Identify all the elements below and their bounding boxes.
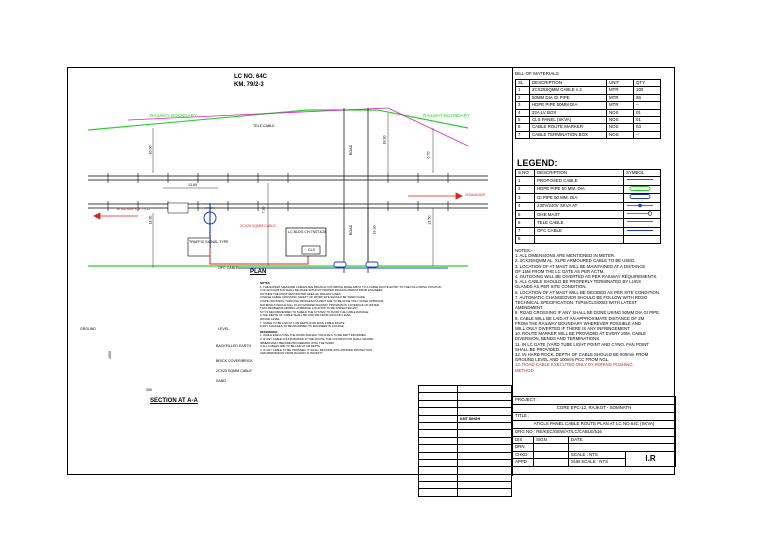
bom-cell: 50MM DIA GI PIPE — [530, 94, 607, 101]
drn-label: DRN — [513, 444, 534, 451]
railway-boundary-right: RAILWAY BOUNDARY — [423, 113, 470, 118]
note-line: 9. CABLE WILL BE LAID AT AN APPROXIMATE DISTANCE OF 2M — [515, 315, 645, 321]
legend-header: S.NO — [516, 170, 535, 177]
bom-cell: MTR — [607, 94, 634, 101]
note-line: 10. ROUTE MARKER WILL BE PROVIDED AT EVERY 20M, CABLE — [515, 331, 647, 337]
note-line-red: METHOD — [515, 367, 534, 373]
note-line: 11. IN LC GATE (YARD TUBE LIGHT POINT AND CYNO. FAN POINT — [515, 341, 649, 347]
note-line: DIVERSION, BENDS AND TERMINATIONS. — [515, 336, 601, 342]
bom-table — [515, 79, 661, 139]
bom-cell: 01 — [634, 109, 661, 116]
center-note-line: OUTSIDE THE MOST RESTRICTED AREA OF RAILWAY LINES — [260, 291, 341, 296]
notes-block — [515, 248, 660, 373]
bom-cell: CABLE ROUTE MARKER — [530, 124, 607, 131]
bom-cell: CLS PANEL (SKVA) — [530, 117, 607, 124]
dim-label: 11.30 — [148, 215, 153, 225]
bom-cell: 5 — [516, 117, 530, 124]
section-cable-label: 2CX25 SQMM CABLE — [216, 369, 252, 373]
bom-cell: -- — [634, 131, 661, 138]
dim-label: 7.30 — [261, 206, 266, 214]
note-line: 4. OUTGOING WILL BE DIVERTED AS PER RAILWAY REQUIREMENTS. — [515, 274, 658, 280]
sign-label: SIGN — [534, 437, 569, 444]
dim-label: 6.70 — [426, 151, 431, 159]
revision-table — [418, 385, 512, 497]
bom-header: SL — [516, 80, 530, 87]
center-note-line: MATERIALS WHICH FALL IN AUTHORIZED RAILWAY PROGRAM IN COVERAGE OF WATER — [260, 302, 379, 307]
section-title: SECTION AT A-A — [150, 398, 198, 404]
note-line: 5. ALL CABLE SHOULD BE PROPERLY TERMINATED BY LUGS — [515, 279, 642, 285]
company-name: KMT SINGH — [458, 415, 512, 422]
dim-label: 10.00 — [148, 145, 153, 155]
note-line: 6. LOCATION OF AT MAST WILL BE DECIDED AS PER SITE CONDITION. — [515, 289, 661, 295]
bom-cell: NOS — [607, 131, 634, 138]
legend-symbol-red-line — [624, 177, 661, 185]
note-line: 12. IN HARD ROCK, DEPTH OF CABLE SHOULD BE 500mm FROM — [515, 352, 649, 358]
bom-cell: HDPE PIPE 50MM DIA — [530, 102, 607, 109]
bom-header: DESCRIPTION — [530, 80, 607, 87]
center-note-line: 3.WHILE CABLE CROSSING SAFETY OF WORK SITE SHOULD BE TAKEN CARE — [260, 295, 365, 300]
plan-title: PLAN — [250, 269, 267, 275]
km-label: KM. 79/2-3 — [234, 82, 264, 88]
bom-cell: 7 — [516, 131, 530, 138]
note-line: GLANDS AS PER SITE CONDITION. — [515, 284, 587, 290]
legend-no: 2 — [516, 185, 535, 193]
bom-cell: 2CX25SQMM CABLE x 2 — [530, 87, 607, 94]
section-depth: 1000 — [108, 351, 112, 359]
legend-no: 3 — [516, 194, 535, 202]
center-note-line: 3.ALL CABLES ARE TO BE LAID AT 1M DEPTH — [260, 344, 321, 349]
center-note-line: 1. THE EXPERT MEASURE CABLES ARE BRANCH OUT/ABOVE PANELS/BOX TO A CABLE ROUTE ENTRY TO THE FOLLOWING POSITION — [260, 284, 442, 289]
legend-symbol-blue-line — [624, 227, 661, 235]
project-name: CORE EPC-12, RAJKOT - SOMNATH — [556, 405, 632, 411]
note-line: WILL ONLY DIVERTED IF THERE IS ANY INFRINGEMENT — [515, 326, 630, 332]
ofc-cable-label: OFC CABLE — [218, 266, 239, 270]
bom-title: BILL OF MATERIALS — [515, 71, 559, 76]
note-line: TECHNICAL SPECIFICATION: TI/PSI/CLS/0003 WITH LATEST — [515, 300, 637, 306]
dim-label: 21.50 — [427, 215, 432, 225]
legend-no: 1 — [516, 177, 535, 185]
legend-desc: OFC CABLE — [535, 227, 624, 235]
bom-cell: 3 — [516, 102, 530, 109]
note-line: OF 15M FROM THE LC GATE AS PER ACTM. — [515, 268, 605, 274]
railway-boundary-left: RAILWAY BOUNDARY — [150, 113, 197, 118]
legend-symbol-green-pipe — [624, 185, 661, 193]
dim-label: 18.30 — [382, 135, 387, 145]
lc-building-label: LC BLDG CH:79/27&28 — [288, 230, 326, 234]
title-label: TITLE : — [515, 413, 530, 419]
project-label: PROJECT : — [515, 397, 538, 403]
bom-cell: NOS — [607, 124, 634, 131]
note-line: 7. AUTOMATIC CHANGEOVER SHOULD BE FOLLOW WITH RDSO — [515, 294, 648, 300]
bom-cell: MTR — [607, 102, 634, 109]
legend-desc — [535, 236, 624, 243]
tele-cable-label: TELE CABLE — [253, 124, 275, 128]
center-note-line: 2. IF ANY CABLE FOUND BURIED IN THE ROUTE, THE CONTRACTOR SHALL INFORM — [260, 336, 374, 341]
legend-no: 6 — [516, 219, 535, 227]
bom-cell: 2 — [516, 94, 530, 101]
section-sand-label: SAND — [216, 379, 226, 383]
center-note-line: AND PERMISSION FROM RAILWAY AUTHORITY — [260, 351, 323, 356]
center-note-line: THAT PROBLEMS ARISING AT BRIDGE LOCATION TO BE INSPECTED ANY — [260, 306, 359, 311]
note-line: AMENDMENT. — [515, 305, 544, 311]
bom-header: QTY — [634, 80, 661, 87]
drawing-title: AT/CLS PANEL CABLE ROUTE PLAN AT LC NO.64C (SKVA) — [533, 421, 655, 427]
notes-title: NOTES:- — [515, 248, 533, 253]
road-label-lower: ROAD — [349, 224, 354, 236]
dis-label: DIS — [513, 437, 534, 444]
plan-drawing — [68, 68, 508, 288]
chkd-label: CHKD — [513, 451, 534, 458]
bom-cell: 01 — [634, 117, 661, 124]
legend-symbol-empty — [624, 236, 661, 243]
drawing-number: DRG NO : RE/KEC/GEW/AT/LC/CABLE/516 — [515, 429, 602, 435]
bom-cell: 100 — [634, 87, 661, 94]
proposed-cable-label: 2CX25 SQMM CABLE — [240, 224, 276, 228]
center-note-line: 7. CABLE TO BE LAID AT 1.0M DEPTH FOR MAIN CABLE ROUTE — [260, 320, 345, 325]
drawing-sheet — [67, 67, 675, 475]
scale-label: SCALE : NTS — [569, 451, 626, 458]
section-ground-label: GROUND — [80, 327, 96, 331]
note-line: GROUND LEVEL AND 100mm PCC FROM NGL. — [515, 357, 610, 363]
date-label: DATE — [569, 437, 676, 444]
bom-cell: -- — [634, 102, 661, 109]
title-block — [512, 396, 676, 467]
bom-cell: 6 — [516, 124, 530, 131]
legend-desc: TELE CABLE — [535, 219, 624, 227]
section-brick-label: BRICK COVER/BRICK — [216, 359, 253, 363]
legend-desc: GI PIPE 50 MM. DIA — [535, 194, 624, 202]
legend-title: LEGEND: — [517, 158, 558, 168]
legend-symbol-magenta-line — [624, 219, 661, 227]
road-label: ROAD — [349, 144, 354, 156]
center-notes-title: NOTES: — [260, 281, 271, 285]
center-notes — [260, 282, 441, 356]
legend-no: 4 — [516, 202, 535, 210]
dim-label: 13.50 — [188, 183, 197, 187]
center-note-line: 5.IT IS RECOMMENDED TO SHIELD THE SYSTEM TO AVOID THE CABLE DAMAGE — [260, 309, 369, 314]
center-note-line: 2.NO EXCAVATION SHALL BE MADE WITHOUT PROPER DIGGING PERMIT FROM ENGINEER — [260, 288, 383, 293]
note-line-red: 13. ROAD CABLE EXECUTED ONLY BY BORING PUSHING — [515, 362, 633, 368]
visavadar-label: VISAVADAR — [465, 193, 486, 197]
section-width: 350 — [146, 388, 152, 392]
legend-no: 5 — [516, 211, 535, 219]
center-note-line: 4.PIPE CROSSING THROUGH BRIDGES/CULVERT ARE TO BE DONE ONLY AFTER APPROVAL — [260, 298, 384, 303]
note-line: 8. ROAD CROSSING IF ANY SHALL BE DONE USING 50MM DIA GI PIPE. — [515, 310, 661, 316]
center-note-line: 6.THE DEPTH OF CABLE SHALL BE 1000 MM FROM GROUND LEVEL — [260, 313, 351, 318]
legend-desc: OHE MAST — [535, 211, 624, 219]
note-line: 3. LOCATION OF AT MAST WILL BE MAINTAINED AT A DISTANCE — [515, 263, 646, 269]
bom-cell: NOS — [607, 117, 634, 124]
bom-cell: 32A LV BOX — [530, 109, 607, 116]
section-level-label: LEVEL — [218, 327, 230, 331]
legend-no: 7 — [516, 227, 535, 235]
cls-label: CLS — [308, 248, 315, 252]
legend-symbol-circle-line — [624, 211, 661, 219]
jetalsar-label: JETALSAR KM 77/12 — [116, 207, 151, 211]
note-line: 2. 2CX25SQMM AL. XLPE ARMOURED CABLE TO BE USED. — [515, 258, 636, 264]
ir-mark: I.R — [626, 451, 676, 466]
dim-label: 13.30 — [372, 225, 377, 235]
center-note-line: 4. IF ANY CABLE TO BE CROSSED, IT SHALL BE DONE WITH PROPER PROTECTION — [260, 347, 373, 352]
legend-symbol-blue-dot-line — [624, 202, 661, 210]
legend-symbol-blue-pipe — [624, 194, 661, 202]
bom-cell: CABLE TERMINATION BOX — [530, 131, 607, 138]
legend-desc: HDPE PIPE 50 MM. DIA — [535, 185, 624, 193]
legend-no: 8 — [516, 236, 535, 243]
post-label: TRAFFIC SIGNAL TYPE — [189, 240, 229, 244]
legend-header: SYMBOL — [624, 170, 661, 177]
bom-cell: 4 — [516, 109, 530, 116]
legend-header: DESCRIPTION — [535, 170, 624, 177]
center-notes-ref-title: REFERENCE: — [260, 329, 279, 334]
section-backfilled-label: BACKFILLED EARTH — [216, 344, 252, 348]
center-note-line: 8.ANY CHANGES TO BE INFORMED TO ENGINEER IN-CHARGE — [260, 324, 344, 329]
legend-desc: 230V/240V SKVA AT — [535, 202, 624, 210]
bom-cell: MTR — [607, 87, 634, 94]
legend-desc: PROPOSED CABLE — [535, 177, 624, 185]
center-note-line: 1. WHILE EXECUTING THE WORK RAILWAY OFFICIALS TO BE KEPT INFORMED — [260, 333, 366, 338]
note-line: 1. ALL DIMENSIONS ARE MENTIONED IN METER. — [515, 253, 616, 259]
center-note-line: ROUND LEVEL — [260, 316, 280, 321]
legend-table — [515, 169, 661, 244]
appd-label: APPD — [513, 459, 534, 466]
bom-cell: 86 — [634, 94, 661, 101]
note-line: SHALL BE PROVIDED. — [515, 346, 561, 352]
bom-header: UNIT — [607, 80, 634, 87]
center-note-line: IMMEDIATELY BEFORE PROCEEDING WITH THE WORK. — [260, 340, 335, 345]
bom-cell: 1 — [516, 87, 530, 94]
sub-scale-label: SUB SCALE : NTS — [569, 459, 626, 466]
bom-cell: NOS — [607, 109, 634, 116]
lc-number: LC NO. 64C — [234, 74, 268, 80]
note-line: FROM THE RAILWAY BOUNDARY WHEREVER POSSIBLE AND — [515, 320, 641, 326]
bom-cell: 03 — [634, 124, 661, 131]
